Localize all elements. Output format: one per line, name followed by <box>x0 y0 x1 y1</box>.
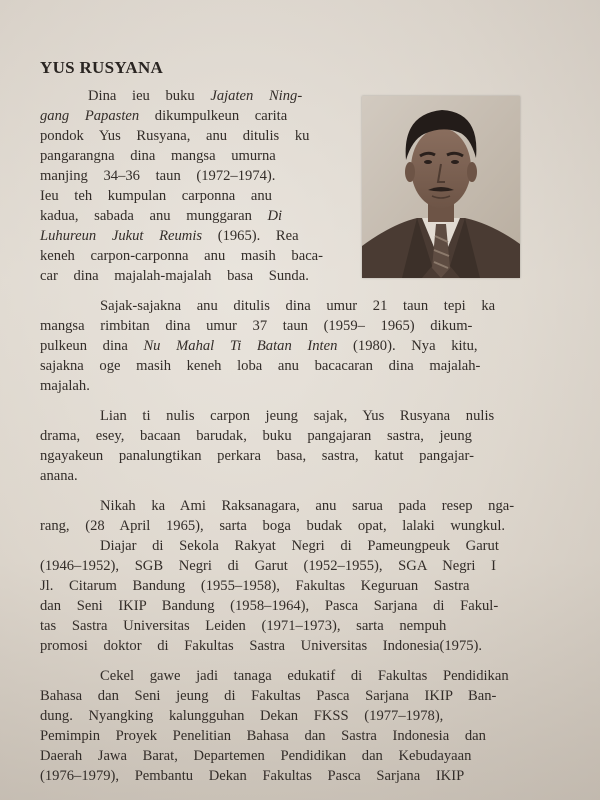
italic-title: Luhureun Jukut Reumis <box>40 228 203 244</box>
italic-title: Jajaten Ning- <box>210 88 303 104</box>
text-line <box>40 766 464 786</box>
text-segment: kadua, sabada anu munggaran <box>40 208 268 224</box>
text-segment: mangsa rimbitan dina umur 37 taun (1959– 1965) dikum- <box>40 318 473 334</box>
text-segment: ngayakeun panalungtikan perkara basa, sastra, katut pangajar- <box>40 448 474 464</box>
text-segment: drama, esey, bacaan barudak, buku pangajaran sastra, jeung <box>40 428 472 444</box>
text-segment: sajakna oge masih keneh loba anu bacacaran dina majalah- <box>40 358 481 374</box>
text-segment: (1965). Rea <box>202 228 299 244</box>
text-segment: Dina ieu buku <box>88 88 211 104</box>
text-line <box>40 166 275 186</box>
text-line <box>40 466 78 486</box>
text-segment: dikumpulkeun carita <box>139 108 288 124</box>
text-line <box>40 746 471 766</box>
author-photo <box>362 96 520 278</box>
text-segment: keneh carpon-carponna anu masih baca- <box>40 248 324 264</box>
text-line <box>40 186 272 206</box>
text-segment: pangarangna dina mangsa umurna <box>40 148 276 164</box>
text-segment: Ieu teh kumpulan carponna anu <box>40 188 272 204</box>
text-line <box>100 496 514 516</box>
portrait-illustration <box>362 96 520 278</box>
text-segment: manjing 34–36 taun (1972–1974). <box>40 168 276 184</box>
text-line <box>40 576 470 596</box>
text-segment: car dina majalah-majalah basa Sunda. <box>40 268 309 284</box>
text-segment: anana. <box>40 468 78 484</box>
text-line <box>40 356 480 376</box>
text-line <box>40 426 472 446</box>
text-segment: Daerah Jawa Barat, Departemen Pendidikan dan Kebudayaan <box>40 748 472 764</box>
text-line <box>100 666 509 686</box>
text-line <box>40 336 478 356</box>
text-line <box>40 446 474 466</box>
text-line <box>40 706 443 726</box>
text-segment: (1946–1952), SGB Negri di Garut (1952–1955), SGA Negri I <box>40 558 496 574</box>
text-segment: Bahasa dan Seni jeung di Fakultas Pasca Sarjana IKIP Ban- <box>40 688 497 704</box>
text-line <box>40 316 472 336</box>
text-segment: (1976–1979), Pembantu Dekan Fakultas Pasca Sarjana IKIP <box>40 768 465 784</box>
text-segment: promosi doktor di Fakultas Sastra Universitas Indonesia(1975). <box>40 638 483 654</box>
text-line <box>40 636 482 656</box>
text-line <box>40 516 505 536</box>
text-segment: Cekel gawe jadi tanaga edukatif di Fakultas Pendidikan <box>100 668 509 684</box>
italic-title: Nu Mahal Ti Batan Inten <box>143 338 338 354</box>
text-line <box>100 406 494 426</box>
text-segment: majalah. <box>40 378 90 394</box>
text-segment: dung. Nyangking kalungguhan Dekan FKSS (1977–1978), <box>40 708 444 724</box>
italic-title: Di <box>267 208 283 224</box>
text-segment: Sajak-sajakna anu ditulis dina umur 21 taun tepi ka <box>100 298 496 314</box>
text-line <box>100 296 495 316</box>
text-segment: tas Sastra Universitas Leiden (1971–1973), sarta nempuh <box>40 618 447 634</box>
text-line <box>40 596 498 616</box>
text-line <box>40 376 90 396</box>
text-segment: Diajar di Sekola Rakyat Negri di Pameungpeuk Garut <box>100 538 499 554</box>
text-line <box>40 726 486 746</box>
text-line <box>100 536 499 556</box>
text-segment: rang, (28 April 1965), sarta boga budak opat, lalaki wungkul. <box>40 518 506 534</box>
text-segment: Lian ti nulis carpon jeung sajak, Yus Rusyana nulis <box>100 408 495 424</box>
text-line <box>40 126 309 146</box>
author-heading: YUS RUSYANA <box>40 58 164 77</box>
text-line <box>40 556 496 576</box>
text-segment: dan Seni IKIP Bandung (1958–1964), Pasca Sarjana di Fakul- <box>40 598 499 614</box>
text-line <box>40 146 276 166</box>
text-segment: pondok Yus Rusyana, anu ditulis ku <box>40 128 310 144</box>
text-line <box>40 266 309 286</box>
text-line <box>40 206 282 226</box>
italic-title: gang Papasten <box>40 108 140 124</box>
text-segment: Pemimpin Proyek Penelitian Bahasa dan Sastra Indonesia dan <box>40 728 486 744</box>
text-line <box>40 226 299 246</box>
text-line <box>40 246 323 266</box>
text-segment: Nikah ka Ami Raksanagara, anu sarua pada resep nga- <box>100 498 515 514</box>
text-segment: pulkeun dina <box>40 338 144 354</box>
text-line <box>40 106 287 126</box>
text-segment: Jl. Citarum Bandung (1955–1958), Fakultas Keguruan Sastra <box>40 578 470 594</box>
text-line <box>88 86 302 106</box>
text-line <box>40 686 496 706</box>
text-line <box>40 616 446 636</box>
text-segment: (1980). Nya kitu, <box>337 338 478 354</box>
